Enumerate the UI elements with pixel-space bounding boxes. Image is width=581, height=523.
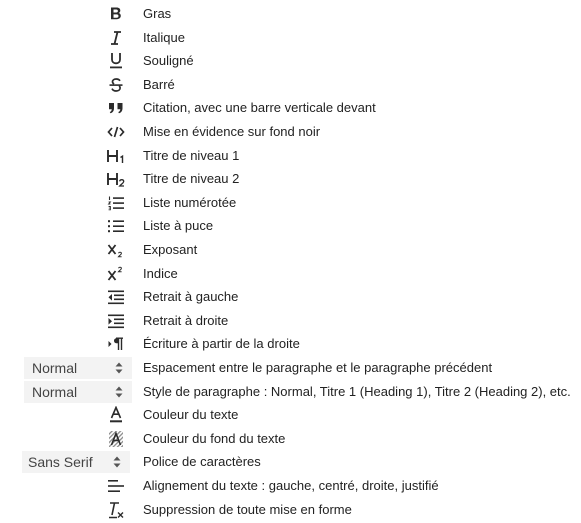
heading1-icon[interactable] (105, 146, 127, 166)
text-color-icon[interactable] (105, 405, 127, 425)
legend-row-subscript (0, 238, 581, 262)
legend-row-align (0, 474, 581, 498)
legend-label: Liste à puce (143, 218, 214, 233)
legend-label: Indice (143, 266, 178, 281)
updown-arrows-icon (112, 358, 126, 378)
legend-label: Titre de niveau 2 (143, 171, 240, 186)
legend-row-italic (0, 26, 581, 50)
legend-row-ordered-list (0, 191, 581, 215)
blockquote-icon[interactable] (105, 98, 127, 118)
legend-label: Couleur du fond du texte (143, 431, 286, 446)
legend-label: Couleur du texte (143, 407, 239, 422)
updown-arrows-icon (112, 382, 126, 402)
italic-icon[interactable] (105, 28, 127, 48)
subscript-icon[interactable] (105, 240, 127, 260)
legend-label: Titre de niveau 1 (143, 148, 240, 163)
align-icon[interactable] (105, 476, 127, 496)
legend-row-code (0, 120, 581, 144)
strikethrough-icon[interactable] (105, 75, 127, 95)
bold-icon[interactable] (105, 4, 127, 24)
background-color-icon[interactable] (105, 429, 127, 449)
rtl-direction-icon[interactable] (105, 334, 127, 354)
legend-row-rtl (0, 332, 581, 356)
legend-row-bold (0, 2, 581, 26)
legend-row-h2 (0, 167, 581, 191)
legend-label: Suppression de toute mise en forme (143, 502, 352, 517)
select-value: Normal (32, 384, 78, 400)
legend-row-superscript (0, 262, 581, 286)
legend-row-outdent (0, 285, 581, 309)
select-value: Normal (32, 360, 78, 376)
bullet-list-icon[interactable] (105, 216, 127, 236)
spacing-select[interactable] (24, 357, 132, 379)
font-select[interactable] (22, 451, 130, 473)
clear-format-icon[interactable] (105, 500, 127, 520)
legend-row-paragraph-style (0, 380, 581, 404)
legend-row-h1 (0, 144, 581, 168)
select-value: Sans Serif (28, 454, 93, 470)
code-icon[interactable] (105, 122, 127, 142)
legend-label: Gras (143, 6, 172, 21)
legend-row-blockquote (0, 96, 581, 120)
legend-label: Alignement du texte : gauche, centré, droite, justifié (143, 478, 439, 493)
legend-label: Souligné (143, 53, 194, 68)
legend-row-underline (0, 49, 581, 73)
legend-row-font (0, 450, 581, 474)
legend-row-bg-color (0, 427, 581, 451)
legend-label: Style de paragraphe : Normal, Titre 1 (Heading 1), Titre 2 (Heading 2), etc. (143, 384, 571, 399)
legend-row-clear-format (0, 498, 581, 522)
legend-row-text-color (0, 403, 581, 427)
legend-row-strike (0, 73, 581, 97)
legend-row-bullet-list (0, 214, 581, 238)
superscript-icon[interactable] (105, 264, 127, 284)
underline-icon[interactable] (105, 51, 127, 71)
legend-row-indent (0, 309, 581, 333)
indent-icon[interactable] (105, 311, 127, 331)
updown-arrows-icon (110, 452, 124, 472)
legend-label: Police de caractères (143, 454, 261, 469)
legend-row-spacing (0, 356, 581, 380)
legend-label: Retrait à droite (143, 313, 229, 328)
legend-label: Barré (143, 77, 175, 92)
legend-label: Écriture à partir de la droite (143, 336, 300, 351)
legend-label: Exposant (143, 242, 198, 257)
legend-label: Liste numérotée (143, 195, 237, 210)
outdent-icon[interactable] (105, 287, 127, 307)
legend-label: Espacement entre le paragraphe et le paragraphe précédent (143, 360, 493, 375)
paragraph-style-select[interactable] (24, 381, 132, 403)
legend-label: Mise en évidence sur fond noir (143, 124, 321, 139)
legend-label: Retrait à gauche (143, 289, 239, 304)
legend-label: Citation, avec une barre verticale devant (143, 100, 376, 115)
legend-label: Italique (143, 30, 185, 45)
ordered-list-icon[interactable] (105, 193, 127, 213)
heading2-icon[interactable] (105, 169, 127, 189)
